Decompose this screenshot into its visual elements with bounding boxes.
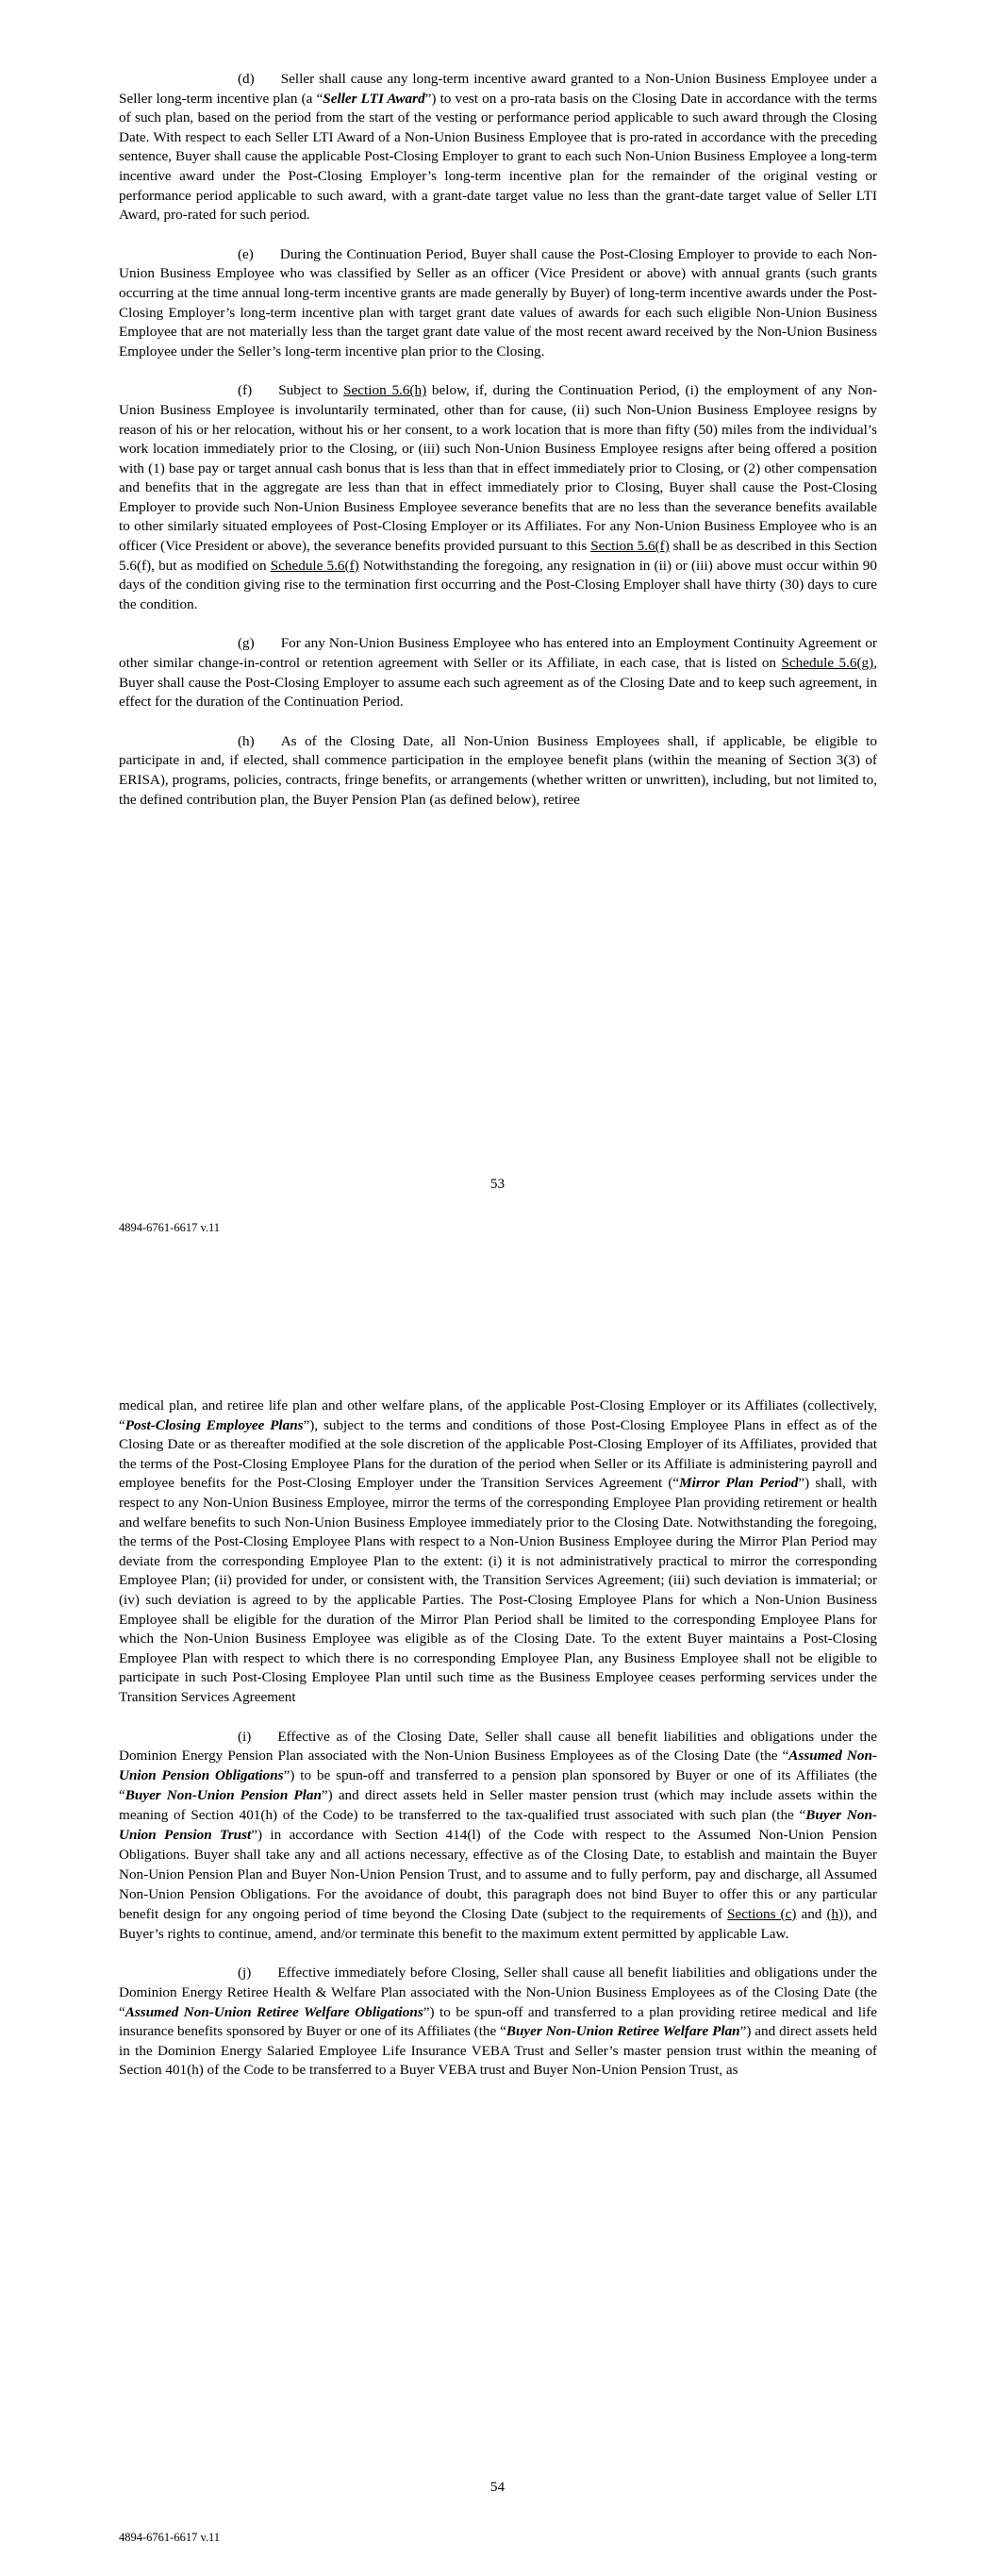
text-run: and	[796, 1905, 827, 1922]
text-run: ”) in accordance with Section 414(l) of the Code with respect to the Assumed Non-Union Pension Obligations. Buyer shall take any and all actions necessary, effective as of the Closing Date, to establish and maintain the Buyer Non-Union Pension Plan and Buyer Non-Union Pension Trust, and to assume and to fully perform, pay and discharge, all Assumed Non-Union Pension Obligations. For the avoidance of doubt, this paragraph does not bind Buyer to offer this or any particular benefit design for any ongoing period of time beyond the Closing Date (subject to the requirements of	[119, 1827, 877, 1922]
text-run: ”) to be spun-off and transferred to a plan providing retiree medical and life insurance benefits sponsored by Buyer or one of its Affiliates (the “	[119, 2003, 877, 2040]
paragraph-label: (j)	[238, 1965, 252, 1982]
text-run: ”), subject to the terms and conditions of those Post-Closing Employee Plans in effect as of the Closing Date or as thereafter modified at the sole discretion of the applicable Post-Closing Employer of its Affiliates, provided that the terms of the Post-Closing Employee Plans for the duration of the period when Seller or its Affiliate is administering payroll and employee benefits for the Post-Closing Employer under the Transition Services Agreement (“	[119, 1416, 877, 1492]
page-number: 54	[489, 2479, 506, 2495]
page-body	[119, 1397, 877, 2100]
text-run: During the Continuation Period, Buyer shall cause the Post-Closing Employer to provide to each Non-Union Business Employee who was classified by Seller as an officer (Vice President or above) with annual grants (such grants occurring at the time annual long-term incentive grants are made generally by Buyer) of long-term incentive awards under the Post-Closing Employer’s long-term incentive plan with target grant date values of awards for each such eligible Non-Union Business Employee that are not materially less than the target grant date value of the most recent award received by the Non-Union Business Employee under the Seller’s long-term incentive plan prior to the Closing.	[119, 245, 877, 360]
paragraph-label: (e)	[238, 245, 254, 262]
paragraph-label: (d)	[238, 71, 255, 87]
cross-reference: Section 5.6(f)	[590, 538, 670, 555]
cross-reference: Sections (c)	[727, 1905, 797, 1922]
paragraph-g	[119, 634, 877, 711]
cross-reference: (h)	[826, 1905, 844, 1922]
defined-term: Assumed Non-Union Pension Obligations	[119, 1748, 877, 1784]
cross-reference: Schedule 5.6(f)	[270, 557, 359, 574]
text-run: As of the Closing Date, all Non-Union Business Employees shall, if applicable, be eligible to participate in and, if elected, shall commence participation in the employee benefit plans (within the meaning of Section 3(3) of ERISA), programs, policies, contracts, fringe benefits, or arrangements (whether written or unwritten), including, but not limited to, the defined contribution plan, the Buyer Pension Plan (as defined below), retiree	[119, 732, 877, 808]
defined-term: Mirror Plan Period	[679, 1475, 799, 1492]
text-run: ”) shall, with respect to any Non-Union Business Employee, mirror the terms of the corresponding Employee Plan providing retirement or health and welfare benefits to such Non-Union Business Employee immediately prior to the Closing Date. Notwithstanding the foregoing, the terms of the Post-Closing Employee Plans with respect to a Non-Union Business Employee during the Mirror Plan Period may deviate from the corresponding Employee Plan to the extent: (i) it is not administratively practical to mirror the corresponding Employee Plan; (ii) provided for under, or consistent with, the Transition Services Agreement; (iii) such deviation is immaterial; or (iv) such deviation is agreed to by the applicable Parties. The Post-Closing Employee Plans for which a Non-Union Business Employee shall be eligible for the duration of the Mirror Plan Period shall be limited to the corresponding Employee Plans for which the Non-Union Business Employee was eligible as of the Closing Date. To the extent Buyer maintains a Post-Closing Employee Plan with respect to which there is no corresponding Employee Plan, any Business Employee shall not be eligible to participate in such Post-Closing Employee Plan until such time as the Business Employee ceases performing services under the Transition Services Agreement	[119, 1475, 878, 1705]
paragraph-label: (h)	[238, 732, 255, 749]
text-run: Seller shall cause any long-term incentive award granted to a Non-Union Business Employee under a Seller long-term incentive plan (a “	[119, 71, 877, 107]
paragraph-h	[119, 732, 877, 810]
text-run: ), and Buyer’s rights to continue, amend, and/or terminate this benefit to the maximum extent permitted by applicable Law.	[119, 1905, 877, 1942]
text-run: ”) to be spun-off and transferred to a pension plan sponsored by Buyer or one of its Affiliates (the “	[119, 1767, 877, 1804]
paragraph-label: (f)	[238, 382, 253, 399]
document-page-54	[0, 1288, 995, 2576]
text-run: , Buyer shall cause the Post-Closing Employer to assume each such agreement as of the Closing Date and to keep such agreement, in effect for the duration of the Continuation Period.	[119, 655, 877, 711]
text-run: below, if, during the Continuation Period, (i) the employment of any Non-Union Business Employee is involuntarily terminated, other than for cause, (ii) such Non-Union Business Employee resigns by reason of his or her relocation, without his or her consent, to a work location that is more than fifty (50) miles from the individual’s work location immediately prior to the Closing, or (iii) such Non-Union Business Employee resigns after being offered a position with (1) base pay or target annual cash bonus that is less than that in effect immediately prior to Closing, or (2) other compensation and benefits that in the aggregate are less than that in effect immediately prior to Closing, Buyer shall cause the Post-Closing Employer to provide such Non-Union Business Employee severance benefits that are no less than the severance benefits available to other similarly situated employees of Post-Closing Employer or its Affiliates. For any Non-Union Business Employee who is an officer (Vice President or above), the severance benefits provided pursuant to this	[119, 382, 877, 555]
defined-term: Seller LTI Award	[323, 90, 425, 107]
cross-reference: Schedule 5.6(g)	[781, 655, 874, 672]
text-run: Effective immediately before Closing, Seller shall cause all benefit liabilities and obligations under the Dominion Energy Retiree Health & Welfare Plan associated with the Non-Union Business Employees as of the Closing Date (the “	[119, 1965, 877, 2020]
paragraph-f	[119, 381, 877, 614]
text-run: ”) to vest on a pro-rata basis on the Closing Date in accordance with the terms of such plan, based on the period from the start of the vesting or performance period applicable to such award through the Closing Date. With respect to each Seller LTI Award of a Non-Union Business Employee that is pro-rated in accordance with the preceding sentence, Buyer shall cause the applicable Post-Closing Employer to grant to each such Non-Union Business Employee a long-term incentive award under the Post-Closing Employer’s long-term incentive plan for the remainder of the original vesting or performance period applicable to such award, with a grant-date target value no less than the grant-date target value of Seller LTI Award, pro-rated for such period.	[119, 90, 878, 224]
text-run: ”) and direct assets held in Seller master pension trust (which may include assets within the meaning of Section 401(h) of the Code) to be transferred to the tax-qualified trust associated with such plan (the “	[119, 1787, 877, 1824]
paragraph-j	[119, 1964, 877, 2081]
cross-reference: Section 5.6(h)	[343, 382, 427, 399]
paragraph-d	[119, 70, 877, 226]
paragraph-label: (g)	[238, 635, 255, 652]
defined-term: Buyer Non-Union Pension Trust	[119, 1807, 877, 1844]
paragraph-h-continued	[119, 1397, 877, 1708]
text-run: For any Non-Union Business Employee who has entered into an Employment Continuity Agreement or other similar change-in-control or retention agreement with Seller or its Affiliate, in each case, that is listed on	[119, 635, 877, 672]
paragraph-label: (i)	[238, 1728, 252, 1745]
text-run: Notwithstanding the foregoing, any resignation in (ii) or (iii) above must occur within 90 days of the condition giving rise to the termination first occurring and the Post-Closing Employer shall have thirty (30) days to cure the condition.	[119, 557, 877, 612]
paragraph-e	[119, 245, 877, 362]
document-id: 4894-6761-6617 v.11	[119, 2531, 221, 2544]
defined-term: Assumed Non-Union Retiree Welfare Obligations	[124, 2003, 423, 2020]
document-id: 4894-6761-6617 v.11	[119, 1221, 221, 1234]
paragraph-i	[119, 1728, 877, 1945]
defined-term: Buyer Non-Union Pension Plan	[124, 1787, 322, 1804]
text-run: shall be as described in this Section 5.6(f), but as modified on	[119, 538, 877, 574]
page-body	[119, 70, 877, 829]
text-run: medical plan, and retiree life plan and other welfare plans, of the applicable Post-Closing Employer or its Affiliates (collectively, “	[119, 1397, 877, 1433]
page-number: 53	[489, 1176, 506, 1192]
text-run: Effective as of the Closing Date, Seller shall cause all benefit liabilities and obligations under the Dominion Energy Pension Plan associated with the Non-Union Business Employees as of the Closing Date (the “	[119, 1728, 877, 1765]
defined-term: Post-Closing Employee Plans	[124, 1416, 304, 1433]
text-run: Subject to	[278, 382, 344, 399]
text-run: ”) and direct assets held in the Dominion Energy Salaried Employee Life Insurance VEBA Trust and Seller’s master pension trust within the meaning of Section 401(h) of the Code to be transferred to a Buyer VEBA trust and Buyer Non-Union Pension Trust, as	[119, 2023, 877, 2079]
defined-term: Buyer Non-Union Retiree Welfare Plan	[506, 2023, 740, 2040]
